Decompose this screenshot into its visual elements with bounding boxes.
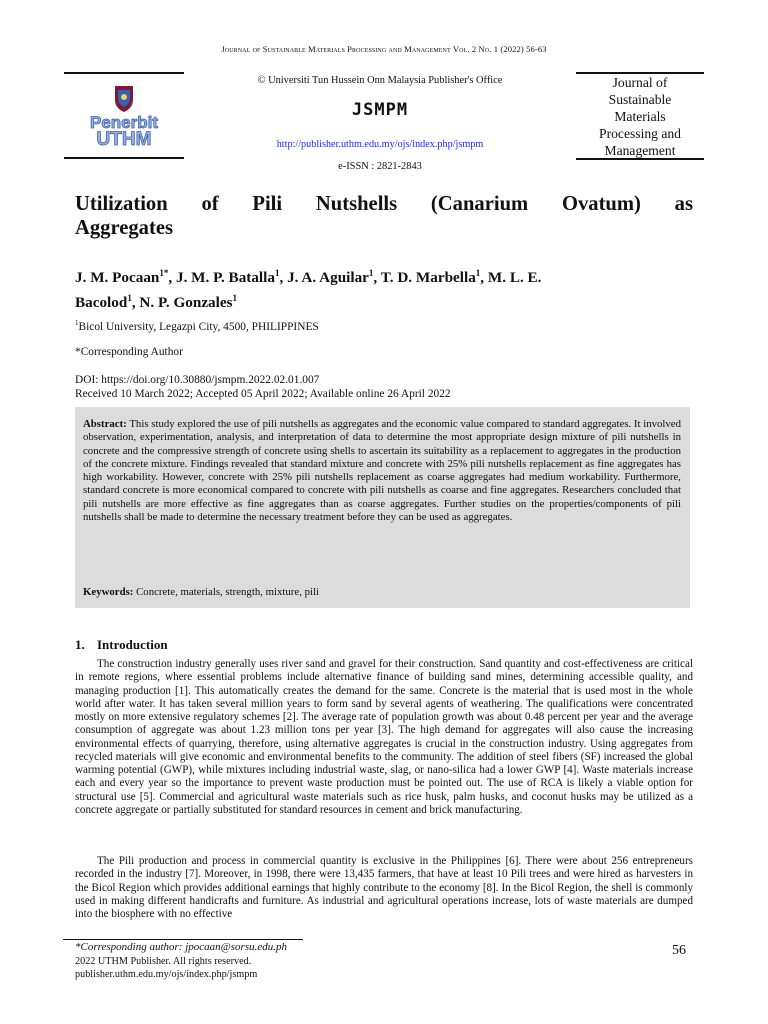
- abstract: [83, 418, 681, 524]
- section-title: Introduction: [97, 637, 168, 652]
- header-rule-left-bottom: [64, 157, 184, 159]
- keywords: [83, 586, 319, 598]
- affiliation: $^1$Bicol University, Legazpi City, 4500, PHILIPPINES: [75, 319, 319, 333]
- footer-url[interactable]: publisher.uthm.edu.my/ojs/index.php/jsmpm: [75, 969, 258, 980]
- author-list: [75, 263, 693, 313]
- intro-paragraph-2: [75, 855, 693, 921]
- keywords-text: Concrete, materials, strength, mixture, pili: [136, 586, 319, 598]
- doi[interactable]: DOI: https://doi.org/10.30880/jsmpm.2022.02.01.007: [75, 374, 320, 386]
- intro-paragraph-1: [75, 658, 693, 817]
- paragraph-text: The Pili production and process in commercial quantity is exclusive in the Philippines [6]. There were about 256 entrepreneurs recorded in the industry [7]. Moreover, in 1998, there were 13,435 farmers, that have at least 10 Pili trees and were hired as harvesters in the Bicol Region which provides additional earnings that highly contribute to the economy [8]. In the Bicol Region, the shell is commonly used in making different handicrafts and furniture. As industrial and agricultural operations increase, lots of waste materials are dumped into the biosphere with no effective: [75, 855, 693, 920]
- abstract-text: This study explored the use of pili nutshells as aggregates and the economic value compared to standard aggregates. It involved observation, experimentation, analysis, and interpretation of data to determine the most appropriate design mixture of pili nutshells in concrete and the compressive strength of concrete using shells to ascertain its suitability as a replacement to aggregates in the production of the concrete mixture. Findings revealed that standard mixture and concrete with 25% pili nutshells replacement as fine aggregates has high workability. However, concrete with 25% pili nutshells replacement as coarse aggregates had medium workability. Furthermore, standard concrete is more economical compared to concrete with pili nutshells as coarse and fine aggregates. Researchers concluded that pili nutshells are more effective as fine aggregates than as coarse aggregates. Further studies on the properties/components of pili nutshells shall be made to determine the necessary treatment before they can be used as aggregates.: [83, 418, 681, 523]
- footer-rule: [63, 939, 303, 940]
- section-heading-introduction: [75, 637, 168, 653]
- issn: e-ISSN : 2821-2843: [338, 161, 422, 172]
- publisher-logo: [74, 84, 174, 148]
- journal-name-box: [578, 74, 702, 159]
- title-line-1: Utilization of Pili Nutshells (Canarium Ovatum) as: [75, 193, 693, 215]
- page-number: 56: [672, 943, 686, 958]
- authors-line-1: J. M. Pocaan$^{1*}$, J. M. P. Batalla$^1$, J. A. Aguilar$^1$, T. D. Marbella$^1$, M. L. E.: [75, 268, 542, 287]
- journal-name-line: Processing and: [599, 126, 681, 141]
- keywords-label: Keywords:: [83, 586, 134, 598]
- journal-name-line: Materials: [614, 109, 666, 124]
- journal-abbrev: JSMPM: [351, 100, 409, 120]
- journal-name-line: Management: [604, 143, 676, 158]
- running-head: Journal of Sustainable Materials Processing and Management Vol. 2 No. 1 (2022) 56-63: [221, 44, 547, 54]
- logo-line1: Penerbit: [89, 113, 159, 132]
- abstract-label: Abstract:: [83, 418, 127, 430]
- publisher-copyright: © Universiti Tun Hussein Onn Malaysia Publisher's Office: [257, 75, 503, 86]
- journal-name-line: Sustainable: [608, 92, 672, 107]
- authors-line-2: Bacolod$^1$, N. P. Gonzales$^1$: [75, 293, 238, 312]
- article-dates: Received 10 March 2022; Accepted 05 April 2022; Available online 26 April 2022: [75, 388, 451, 400]
- article-title: [75, 192, 693, 240]
- logo-line2: UTHM: [96, 129, 152, 148]
- abstract-box: [75, 407, 690, 608]
- journal-name-line: Journal of: [612, 75, 668, 90]
- footer-corresponding-author: *Corresponding author: jpocaan@sorsu.edu.ph: [75, 941, 287, 953]
- section-number: 1.: [75, 637, 85, 652]
- paragraph-text: The construction industry generally uses river sand and gravel for their construction. Sand quantity and cost-effectiveness are critical in remote regions, where essential problems include alternative finance of building sand mines, determining accessible quality, and managing production [1]. This automatically creates the demand for the same. Concrete is the material that is used most in the whole world after water. It has taken several million years to form sand by several agents of weathering. The qualifications were concentrated mostly on more extensive regulatory schemes [2]. The average rate of population growth was about 0.48 percent per year and the average consumption of aggregate was about 1.23 million tons per year [3]. The high demand for aggregates will also cause the increasing environmental effects of quarrying, therefore, using alternative aggregates is crucial in the construction industry. Using aggregates from recycled materials will give economic and environmental benefits to the community. The addition of steel fibers (SF) increased the global warming potential (GWP), while mixtures including industrial waste, slag, or nano-silica had a lower GWP [4]. Waste materials increase each and every year so the importance to prevent waste production must be pointed out. The use of RCA is likely a viable option for structural use [5]. Commercial and agricultural waste materials such as rice husk, palm husks, and coconut husks may be utilized as a concrete aggregate or partially substituted for standard resources in cement and brick manufacturing.: [75, 658, 693, 816]
- footer-publisher: 2022 UTHM Publisher. All rights reserved.: [75, 956, 252, 967]
- corresponding-author-note: *Corresponding Author: [75, 346, 183, 358]
- header-rule-left: [64, 72, 184, 74]
- journal-url-link[interactable]: http://publisher.uthm.edu.my/ojs/index.php/jsmpm: [276, 139, 484, 150]
- title-line-2: Aggregates: [75, 217, 173, 239]
